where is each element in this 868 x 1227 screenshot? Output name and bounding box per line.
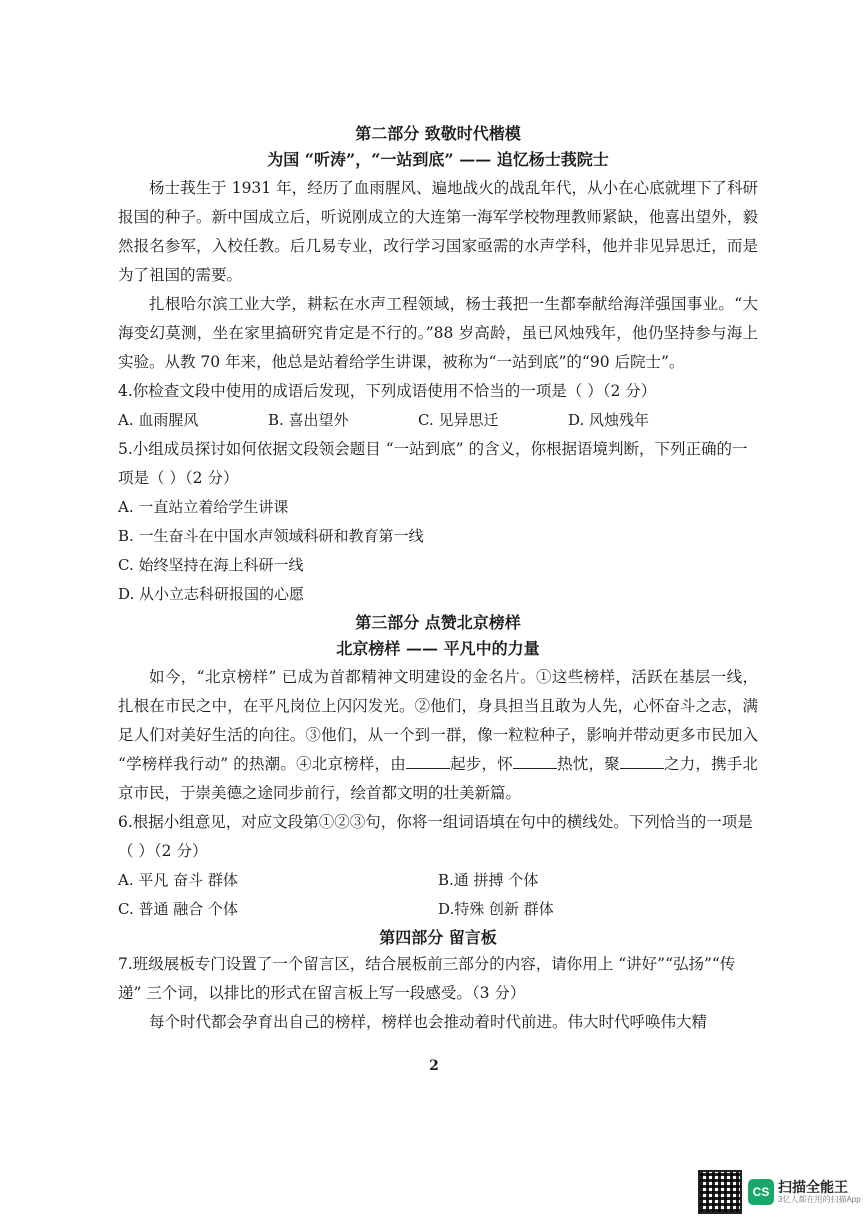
watermark-text — [778, 1179, 861, 1205]
q6-option-b: B.通 拼搏 个体 — [438, 871, 539, 889]
question-6-options-row-1 — [118, 866, 758, 895]
q4-option-c: C. 见异思迁 — [418, 411, 499, 429]
page-content — [118, 120, 758, 1037]
camscanner-logo-icon: CS — [748, 1179, 774, 1205]
watermark-app-name: 扫描全能王 — [778, 1179, 848, 1195]
q6-option-c: C. 普通 融合 个体 — [118, 900, 239, 918]
question-5-stem: 5.小组成员探讨如何依据文段领会题目 “一站到底” 的含义，你根据语境判断，下列正确的一项是（ ）（2 分） — [118, 440, 748, 487]
part2-paragraph-2: 扎根哈尔滨工业大学，耕耘在水声工程领域，杨士莪把一生都奉献给海洋强国事业。“大海变幻莫测，坐在家里搞研究肯定是不行的。”88 岁高龄，虽已风烛残年，他仍坚持参与海上实验。从教 70 年来，他总是站着给学生讲课，被称为“一站到底”的“90 后院士”。 — [118, 295, 758, 371]
q5-option-d: D. 从小立志科研报国的心愿 — [118, 585, 305, 603]
part2-title: 第二部分 致敬时代楷模 — [355, 124, 521, 143]
q5-option-a: A. 一直站立着给学生讲课 — [118, 498, 289, 516]
fill-blank-3 — [620, 754, 664, 769]
q6-option-a: A. 平凡 奋斗 群体 — [118, 871, 238, 889]
question-7-stem: 7.班级展板专门设置了一个留言区，结合展板前三部分的内容，请你用上 “讲好”“弘扬”“传递” 三个词，以排比的形式在留言板上写一段感受。（3 分） — [118, 955, 736, 1002]
question-7-answer-start: 每个时代都会孕育出自己的榜样，榜样也会推动着时代前进。伟大时代呼唤伟大精 — [149, 1013, 708, 1031]
question-4-stem: 4.你检查文段中使用的成语后发现，下列成语使用不恰当的一项是（ ）（2 分） — [118, 382, 657, 400]
q4-option-b: B. 喜出望外 — [268, 411, 349, 429]
q4-option-a: A. 血雨腥风 — [118, 411, 199, 429]
part2-subtitle: 为国 “听涛”，“一站到底” —— 追忆杨士莪院士 — [267, 150, 609, 169]
q4-option-d: D. 风烛残年 — [568, 411, 650, 429]
fill-blank-2 — [513, 754, 557, 769]
part3-subtitle: 北京榜样 —— 平凡中的力量 — [336, 639, 540, 658]
part2-paragraph-1: 杨士莪生于 1931 年，经历了血雨腥风、遍地战火的战乱年代，从小在心底就埋下了科研报国的种子。新中国成立后，听说刚成立的大连第一海军学校物理教师紧缺，他喜出望外，毅然报名参军，入校任教。后几易专业，改行学习国家亟需的水声学科，他并非见异思迁，而是为了祖国的需要。 — [118, 179, 758, 284]
q5-option-b: B. 一生奋斗在中国水声领域科研和教育第一线 — [118, 527, 424, 545]
fill-blank-1 — [406, 754, 450, 769]
part3-title: 第三部分 点赞北京榜样 — [355, 613, 521, 632]
page-number: 2 — [429, 1058, 439, 1074]
part3-text-1: 如今，“北京榜样” 已成为首都精神文明建设的金名片。①这些榜样，活跃在基层一线，扎根在市民之中，在平凡岗位上闪闪发光。②他们，身具担当且敢为人先，心怀奋斗之志，满足人们对美好生活的向往。③他们，从一个到一群，像一粒粒种子，影响并带动更多市民加入 “学榜样我行动” 的热潮。④北京榜样，由 — [118, 668, 758, 773]
question-6-options-row-2 — [118, 895, 758, 924]
watermark-tagline: 3亿人都在用的扫描App — [778, 1195, 861, 1204]
qr-code-icon — [698, 1170, 742, 1214]
part3-text-2: 起步，怀 — [449, 755, 513, 773]
scanner-watermark — [698, 1170, 861, 1214]
part4-title: 第四部分 留言板 — [379, 928, 497, 947]
question-4-options — [118, 406, 758, 435]
part3-text-3: 热忱，聚 — [556, 755, 620, 773]
question-6-stem: 6.根据小组意见，对应文段第①②③句，你将一组词语填在句中的横线处。下列恰当的一项是（ ）（2 分） — [118, 813, 753, 860]
part3-text-4: 之力，携手北京市民，于崇美德之途同步前行，绘首都文明的壮美新篇。 — [118, 755, 758, 802]
q6-option-d: D.特殊 创新 群体 — [438, 900, 554, 918]
q5-option-c: C. 始终坚持在海上科研一线 — [118, 556, 304, 574]
part3-paragraph — [118, 663, 758, 808]
